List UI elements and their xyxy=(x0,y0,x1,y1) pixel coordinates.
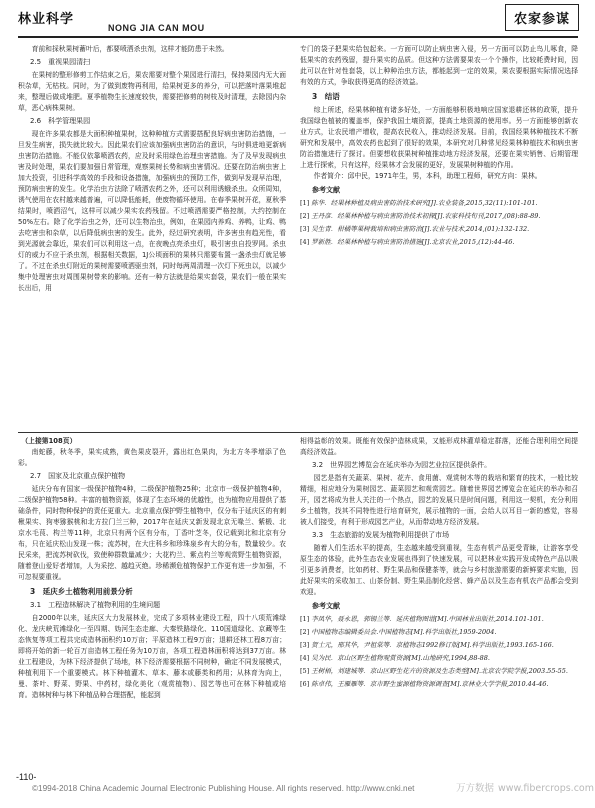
watermark-cn: 万方数据 xyxy=(455,783,494,794)
reference-item: [4] 罗新胜．经果林种植与病虫害防治措施[J].北京农业,2015,(12):44-46. xyxy=(300,238,515,246)
upper-right-column xyxy=(300,44,578,250)
reference-item: [6] 陈卓伟，王雁雁等．京市野生蜜源植物资源调查[M].京林业大学学报,2010.44-46. xyxy=(300,680,549,688)
article-divider xyxy=(18,432,578,433)
author-bio: 作者简介：邱中民，1971年生，男，本科，助理工程师，研究方向：果林。 xyxy=(313,172,542,180)
reference-list xyxy=(300,614,578,690)
lower-right-column xyxy=(300,436,578,692)
paragraph: 随着人们生活水平的提高，生态越来越受到重视，生态有机产品更受青睐，让游客享受原生态的体验，此外生态农业发展也得到了快速发展，可以把林业实践开发成特色产品以吸引更多消费者，比如药材、野生果品和保健茶等，就会与乡村旅游需要的新鲜要求实施，因此好果实的采收加工、山茶份制、野生果品制化经营、蜂产品以及生态有机农产品都会受到欢迎。 xyxy=(300,544,578,596)
references-title: 参考文献 xyxy=(312,186,340,194)
reference-item: [1] 李凤华，聂永恩，郭锡兰等．延庆植物图谱[M].中国林业出版社,2014.101-101. xyxy=(300,615,544,623)
paragraph: 相得益彰的效果。既能有效保护造林成果，又能形成林灌草稳定群落，还能合理利用空间提高经济效益。 xyxy=(300,437,578,456)
paragraph: 园艺是指有关蔬菜、果树、花卉、食用菌、观赏树木等的栽培和繁育的技术，一般比较精细，相应地分为果树园艺、蔬菜园艺和观赏园艺。随着世界园艺博览会在延庆的举办和召开，园艺将成为世人关注的一个热点，园艺的发展只是时间问题，利用这一契机，充分利用乡土植物，找其不同特性进行培育研究，展示植物的一面，会给人以耳目一新的感觉，容易被人们接受，有利于形成园艺产业，从而带动地方经济发展。 xyxy=(300,474,578,526)
section-heading: 2.7 国家及北京重点保护植物 xyxy=(30,472,126,480)
page-header xyxy=(0,0,595,44)
section-heading: 2.5 重视果园清扫 xyxy=(30,58,91,66)
column-tag: 农家参谋 xyxy=(505,4,579,31)
watermark-en: www.fibercrops.com xyxy=(497,783,594,794)
section-heading: 3 延庆乡土植物利用前景分析 xyxy=(30,587,133,596)
header-rule xyxy=(18,36,578,38)
section-heading: 3.1 工程造林解决了植物利用的生境问题 xyxy=(30,601,161,609)
reference-item: [3] 贺士元，邢其华，尹祖棠等．京植物志1992修订版[M].科学出版社,1993.165-166. xyxy=(300,641,554,649)
section-heading: 3.3 生态旅游的发展为植物利用提供了市场 xyxy=(312,531,450,539)
paragraph: 延庆分布有国家一级保护植物4种，二级保护植物25种；北京市一级保护植物4种，二级保护植物58种。丰富的植物资源，体现了生态环境的优越性，也为植物应用提供了基础条件，同时物种保护的责任更重大。北京重点保护野生植物中，仅分布于延庆区的有刺楸果实、狗枣猕猴桃和北方拉门兰三种，2017年在延庆又新发现北京无喙兰、紫椴、北京水毛茛、构兰等11种，北京只有两个区有分布，丁香叶芝冬，仅记载到北和北京有分布，只在延庆松山发现一株；流苏树，在大庄科乡和珍珠泉乡有大的分布，数量较少。农民采来，把流苏树砍伐，致使种群数量减少；大花杓兰、紫点杓兰等观赏野生植物资源，随着登山爱好者增加，人为采挖、越趋灭绝。珍稀濒危植物保护工作更有进一步加强，不可忽视要重视。 xyxy=(18,485,286,581)
continued-note: （上接第108页） xyxy=(21,437,77,445)
paragraph: 专门的袋子把果实给包起来。一方面可以防止病虫害入侵，另一方面可以防止鸟儿啄食，降低果实的农药残留，提升果实的品质。但这种方法需要果农一个个操作，比较耗费时间，因此可以在针对性套袋，以上种种治虫方法，都能起到一定的效果，果农要根据实际情况选择有效的方式，争取获得更高的经济效益。 xyxy=(300,45,578,86)
section-heading: 3 结语 xyxy=(312,92,340,101)
section-heading: 2.6 科学管理果园 xyxy=(30,117,91,125)
paragraph: 育前和採秋果树蓄叶后，都要喷洒杀虫剂，这样才能防患于未然。 xyxy=(31,45,229,53)
reference-item: [2] 王丹彦．经果林种植与病虫害防治技术初探[J].农家科技旬刊,2017,(08):88-89. xyxy=(300,212,541,220)
upper-left-column xyxy=(18,44,286,294)
reference-item: [3] 吴生青．柑橘等果树栽培和病虫害防治[J].农业与技术,2014,(01):132-132. xyxy=(300,225,530,233)
references-title: 参考文献 xyxy=(312,602,340,610)
reference-list xyxy=(300,198,578,248)
paragraph: 综上所述，经果林种植有诸多好处，一方面能够积极地响应国家退耕还林的政策，提升我国绿色植被的覆盖率，保护我国土壤资源，提高土地资源的使用率。另一方面能够创新农业方式，让农民增产增收，提高农民收入，推动经济发展。目前，我国经果林种植技术不断研究和发展中，高效农药也起到了很好的效果，本研究对几种常见经果林种植技术和病虫害防治措施进行了探讨。但要想收获果树种植推动地方经济发展，还要在果实销售、后期管理上进行探索，只有这样，经果林才会发展的更好，发展果树种植的作用。 xyxy=(300,106,578,169)
paragraph: 现在许多果农都是大面积种植果树，这种种植方式需要搭配良好病虫害防治措施，一旦发生病害，损失就比较大。因此果农们应该加强病虫害防治的意识，与时俱进地更新病虫害防治措施。不能仅依靠喷洒农药，应及时采用绿色治理虫害措施。为了及早发现病虫害及时处理，果农们要加强日常管理，观察果树长势和病虫害情况。还要在防治病虫害上加大投资，引进科学高效的手段和设备措施，加强病虫的预防工作，做到早发现早治理，预防病虫害的发生。化学治虫方法除了喷洒农药之外，还可以利用诱蛾杀虫。众所周知，诱气使用在农村越来越普遍，可以降低能耗，使废物循环使用。在春季果树开花，夏秋季结果时，喷洒沼气，这样可以减少果实农药残留。不过喷洒需要严格控制，大约控制在50%左右。除了化学治虫之外，还可以生物治虫，例如，在果园内养鸡、养鸭，让鸡、鸭去吃害虫和杂草，以后降低病虫害的发生。此外，经过研究表明，许多害虫有趋光性，看到光源就会靠近，果农们可以利用这一点，在夜晚点亮杀虫灯，吸引害虫自投罗网。杀虫灯的威力不应于杀虫剂，根据相关数据，1J公顷面积的果林只需要布置一盏杀虫灯就足够了。不过在杀虫灯附近的果树需要喷洒驱虫剂，同时每两周清理一次灯下死虫以，以减少集中处理害虫对周围果树带来的影响。还有一种方法就是给果实套袋，果农们一般在果实长出后，用 xyxy=(18,130,286,292)
journal-pinyin: NONG JIA CAN MOU xyxy=(108,23,205,33)
paragraph: 在果树的整形修剪工作结束之后，果农需要对整个果园进行清扫，保持果园内无大面积杂草，无枯枝。同时，为了做到废物再利用，给果树更多的养分，可以把落叶落果堆起来，整理后做成堆肥。夏季植物生长速度较快，需要把修剪的树枝及时清理，去除园内杂草，恶心病株果树。 xyxy=(18,71,286,112)
copyright-line: ©1994-2018 China Academic Journal Electronic Publishing House. All rights reserved. http://www.cnki.net xyxy=(32,784,415,793)
section-heading: 3.2 世界园艺博览会在延庆举办为园艺业拉区提供条件。 xyxy=(312,461,492,469)
reference-item: [2] 中国植物志编辑委员会.中国植物志[M].科学出版社,1959-2004. xyxy=(300,628,497,636)
journal-title: 林业科学 xyxy=(18,12,75,27)
paragraph: 自2000年以来，延庆区大力发展林业，完成了多项林业建设工程，四十八项荒滩绿化、龙庆峡荒滩绿化一至四期、妫河生态走廊、大秦铁路绿化、110国道绿化、京藏等生态恢复等项工程共完成造林面积约10万亩；平原造林工程9万亩；退耕还林工程8万亩；即将开始的新一轮百万亩造林工程任务为10万亩，各项工程造林面积将达到37万亩。林业工程建设，为林下经济提供了场地，林下经济需要根据不同树种，确定不同发展模式，种植利用下一个重要模式。林下种植灌木、草本、藤本或藤类和药用；从林育为向上，曼、茶叶、野菜、野果、中药材，绿化美化（观赏植物）、园艺等也可在林下种植或培育。造林树种与林下种植品种合理搭配，能起到 xyxy=(18,614,286,699)
page-number: -110- xyxy=(16,772,37,782)
paragraph: 南蛇藤，秋冬季，果实成熟，黄色果皮裂开，露出红色果肉，为北方冬季增添了色彩。 xyxy=(18,448,286,467)
reference-item: [1] 陈华．经果林种植及病虫害防治技术研究[J].农业装备,2015,32(11):101-101. xyxy=(300,199,538,207)
site-watermark xyxy=(456,780,594,794)
reference-item: [4] 吴为民．京山区野生植物观赏资源[M].山地研究,1994,88-88. xyxy=(300,654,490,662)
lower-left-column xyxy=(18,436,286,701)
reference-item: [5] 王树梧，刘建城等．京山区野生花卉的资源及生态类型[M].北京农学院学报,2003.55-55. xyxy=(300,667,568,675)
page-footer xyxy=(16,770,595,800)
